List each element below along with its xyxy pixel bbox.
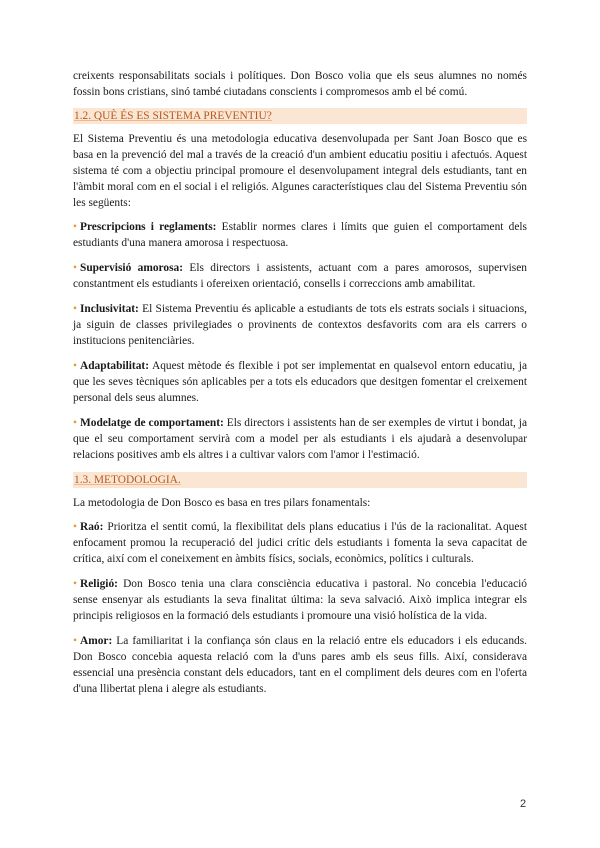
bullet-icon: •	[73, 360, 77, 372]
page-number: 2	[520, 798, 527, 810]
section-heading-1-2-text: 1.2. QUÈ ÉS ES SISTEMA PREVENTIU?	[74, 110, 272, 122]
list-item	[73, 358, 527, 406]
intro-continuation: creixents responsabilitats socials i polítiques. Don Bosco volia que els seus alumnes no només fossin bons cristians, sinó també ciutadans conscients i compromesos amb el bé comú.	[73, 70, 527, 98]
list-item-text: Establir normes clares i límits que guien el comportament dels estudiants d'una manera amorosa i respectuosa.	[73, 221, 527, 249]
bullet-icon: •	[73, 303, 77, 315]
list-item-text: El Sistema Preventiu és aplicable a estudiants de tots els estrats socials i situacions, ja siguin de classes privilegiades o provinents de contextos desfavorits com ara els carrers o institucions penitenciàries.	[73, 303, 527, 347]
list-item-term: Raó:	[80, 521, 104, 533]
list-item	[73, 415, 527, 463]
list-item-text: Aquest mètode és flexible i pot ser implementat en qualsevol entorn educatiu, ja que les seves tècniques són aplicables per a tots els educadors que desitgen fomentar el creixement personal dels seus alumnes.	[73, 360, 527, 404]
list-item-term: Religió:	[80, 578, 118, 590]
section-1-2-paragraph: El Sistema Preventiu és una metodologia educativa desenvolupada per Sant Joan Bosco que es basa en la prevenció del mal a través de la creació d'un ambient educatiu positiu i afectuós. Aquest sistema té com a objectiu principal promoure el desenvolupament integral dels estudiants, tant en l'àmbit moral com en el social i el religiós. Algunes característiques clau del Sistema Preventiu són les següents:	[73, 133, 527, 209]
list-item-term: Supervisió amorosa:	[80, 262, 183, 274]
section-heading-1-3	[73, 472, 527, 488]
bullet-icon: •	[73, 262, 77, 274]
list-item-text: Prioritza el sentit comú, la flexibilitat dels plans educatius i l'ús de la racionalitat. Aquest enfocament promou la recuperació del judici crític dels estudiants i fomenta la seva capacitat de crítica, així com el coneixement en àmbits físics, socials, econòmics, polítics i culturals.	[73, 521, 527, 565]
section-1-3-paragraph: La metodologia de Don Bosco es basa en tres pilars fonamentals:	[73, 497, 371, 509]
list-item-term: Inclusivitat:	[80, 303, 139, 315]
bullet-icon: •	[73, 417, 77, 429]
list-item-text: Els directors i assistents, actuant com a pares amorosos, supervisen constantment els estudiants i ofereixen orientació, consells i correccions amb amabilitat.	[73, 262, 527, 290]
bullet-icon: •	[73, 635, 77, 647]
list-item	[73, 301, 527, 349]
list-item	[73, 519, 527, 567]
list-item-term: Amor:	[80, 635, 113, 647]
bullet-icon: •	[73, 221, 77, 233]
list-item	[73, 633, 527, 697]
section-heading-1-3-text: 1.3. METODOLOGIA.	[74, 474, 181, 486]
list-item-text: Don Bosco tenia una clara consciència educativa i pastoral. No concebia l'educació sense ensenyar als estudiants la seva finalitat última: la seva salvació. Això implica integrar els principis religiosos en la formació dels estudiants i promoure una visió holística de la vida.	[73, 578, 527, 622]
list-item-term: Modelatge de comportament:	[80, 417, 224, 429]
section-heading-1-2	[73, 108, 527, 124]
list-item-term: Adaptabilitat:	[80, 360, 149, 372]
list-item-text: Els directors i assistents han de ser exemples de virtut i bondat, ja que el seu comportament servirà com a model per als estudiants i els ajudarà a desenvolupar relacions positives amb els altres i a cultivar valors com l'amor i l'estimació.	[73, 417, 528, 461]
list-item	[73, 576, 527, 624]
list-item	[73, 219, 527, 251]
bullet-icon: •	[73, 521, 77, 533]
list-item	[73, 260, 527, 292]
document-body	[73, 68, 527, 706]
list-item-text: La familiaritat i la confiança són claus en la relació entre els educadors i els educands. Don Bosco concebia aquesta relació com la d'uns pares amb els seus fills. Així, considerava essencial una presència constant dels educadors, tant en el compliment dels deures com en l'oferta d'una llibertat plena i alegre als estudiants.	[73, 635, 527, 695]
bullet-icon: •	[73, 578, 77, 590]
list-item-term: Prescripcions i reglaments:	[80, 221, 217, 233]
